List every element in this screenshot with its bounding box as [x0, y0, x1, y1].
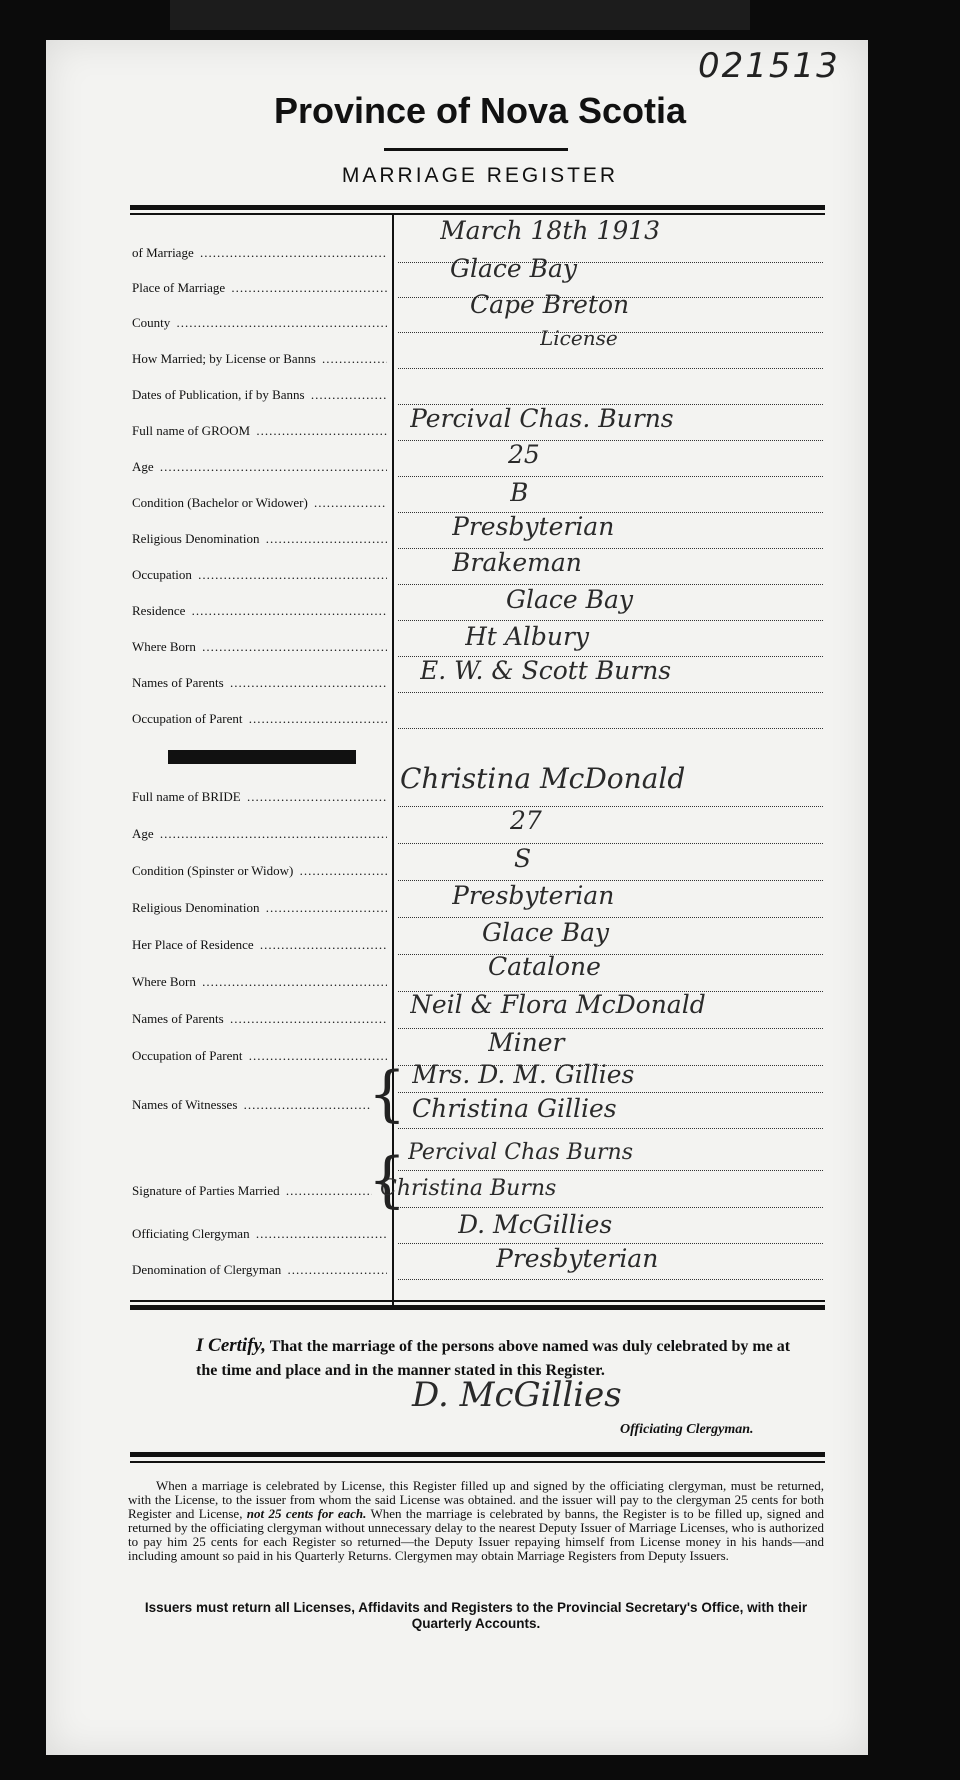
value-line: [398, 1128, 823, 1129]
field-label: Condition (Bachelor or Widower) .....: [132, 495, 387, 511]
certification-signature: D. McGillies: [412, 1375, 622, 1415]
field-label: Occupation of Parent .....: [132, 1048, 387, 1064]
page-title: Province of Nova Scotia: [273, 90, 687, 131]
bride-religion-value: Presbyterian: [452, 881, 615, 910]
value-line: [398, 1279, 823, 1280]
field-label: Full name of BRIDE .....: [132, 789, 387, 805]
signature-groom-value: Percival Chas Burns: [408, 1140, 633, 1165]
certify-body: That the marriage of the persons above named was duly celebrated by me at the time and place and in the manner stated in this Register.: [196, 1338, 791, 1379]
field-label: Where Born .....: [132, 974, 387, 990]
scan-top-strip: [170, 0, 750, 30]
groom-condition-value: B: [510, 478, 529, 507]
field-label: Her Place of Residence .....: [132, 937, 387, 953]
groom-name-value: Percival Chas. Burns: [410, 404, 674, 433]
value-line: [398, 1207, 823, 1208]
field-label: Dates of Publication, if by Banns .....: [132, 387, 387, 403]
field-label: Names of Witnesses .....: [132, 1097, 372, 1113]
groom-religion-value: Presbyterian: [452, 512, 615, 541]
instructions-part2: When the marriage is celebrated by banns, the Register is to be filled up, signed and returned by the officiating clergyman without unnecessary delay to the nearest Deputy Issuer of Marriage Licenses, who is authorized to pay him 25 cents for each Register so returned—the Deputy Issuer repaying himself from License money in his hands—and including amount so paid in his Quarterly Returns. Clergymen may obtain Marriage Registers from Deputy Issuers.: [128, 1506, 825, 1563]
field-label: Full name of GROOM .....: [132, 423, 387, 439]
cert-rule-thick: [130, 1305, 825, 1310]
instructions-paragraph: [128, 1479, 824, 1563]
field-label: Religious Denomination .....: [132, 531, 387, 547]
bride-birthplace-value: Catalone: [488, 952, 601, 981]
field-label: Names of Parents .....: [132, 1011, 387, 1027]
field-label: County .....: [132, 315, 387, 331]
value-line: [398, 1170, 823, 1171]
value-line: [398, 692, 823, 693]
bride-name-value: Christina McDonald: [400, 762, 686, 795]
value-line: [398, 368, 823, 369]
certify-lead: I Certify,: [196, 1335, 267, 1356]
column-divider: [392, 215, 394, 1305]
bride-residence-value: Glace Bay: [482, 918, 610, 947]
field-label: Age .....: [132, 459, 387, 475]
signatures-brace: {: [368, 1145, 407, 1215]
field-label: Occupation of Parent .....: [132, 711, 387, 727]
witness-2-value: Christina Gillies: [412, 1094, 617, 1123]
field-label: How Married; by License or Banns .....: [132, 351, 387, 367]
page-subtitle: MARRIAGE REGISTER: [341, 164, 619, 187]
groom-birthplace-value: Ht Albury: [465, 622, 590, 651]
field-label: Denomination of Clergyman .....: [132, 1262, 387, 1278]
field-label: Age .....: [132, 826, 387, 842]
footer-rule-thin: [130, 1461, 825, 1463]
field-label: Religious Denomination .....: [132, 900, 387, 916]
value-line: [398, 728, 823, 729]
field-label: Place of Marriage .....: [132, 280, 387, 296]
witnesses-brace: {: [368, 1059, 407, 1129]
title-rule: [384, 148, 568, 151]
bride-parents-value: Neil & Flora McDonald: [410, 990, 706, 1019]
issuers-notice: Issuers must return all Licenses, Affidavits and Registers to the Provincial Secretary's Office, with their Quarterly Accounts.: [144, 1600, 808, 1631]
signature-bride-value: Christina Burns: [380, 1176, 557, 1201]
bride-condition-value: S: [514, 844, 532, 873]
instructions-part1: When a marriage is celebrated by License, this Register filled up and signed by the officiating clergyman, must be returned, with the License, to the issuer from whom the said License was obtained. and the issuer will pay to the clergyman 25 cents for both Register and License,: [128, 1478, 824, 1521]
marriage-date-value: March 18th 1913: [440, 216, 661, 245]
license-value: License: [540, 326, 618, 350]
instructions-emphasis: not 25 cents for each.: [246, 1506, 367, 1521]
value-line: [398, 476, 823, 477]
bride-age-value: 27: [510, 806, 542, 835]
top-rule-thin: [130, 213, 825, 215]
county-value: Cape Breton: [470, 290, 630, 319]
bride-parent-occupation-value: Miner: [488, 1028, 565, 1057]
groom-occupation-value: Brakeman: [452, 548, 582, 577]
officiating-title: Officiating Clergyman.: [620, 1422, 754, 1437]
field-label: Officiating Clergyman .....: [132, 1226, 387, 1242]
bride-section-bar: [168, 750, 356, 764]
field-label: Residence .....: [132, 603, 387, 619]
field-label: of Marriage .....: [132, 245, 387, 261]
top-rule-thick: [130, 205, 825, 210]
field-label: Occupation .....: [132, 567, 387, 583]
footer-rule-thick: [130, 1452, 825, 1457]
field-label: Signature of Parties Married .....: [132, 1183, 372, 1199]
groom-age-value: 25: [508, 440, 540, 469]
value-line: [398, 1092, 823, 1093]
groom-parents-value: E. W. & Scott Burns: [420, 656, 672, 685]
field-label: Where Born .....: [132, 639, 387, 655]
witness-1-value: Mrs. D. M. Gillies: [412, 1060, 635, 1089]
register-number: 021513: [698, 46, 840, 86]
place-value: Glace Bay: [450, 254, 578, 283]
officiating-clergyman-value: D. McGillies: [458, 1210, 613, 1239]
value-line: [398, 620, 823, 621]
groom-residence-value: Glace Bay: [506, 585, 634, 614]
clergy-denomination-value: Presbyterian: [496, 1244, 659, 1273]
cert-rule-thin: [130, 1300, 825, 1302]
field-label: Condition (Spinster or Widow) .....: [132, 863, 387, 879]
field-label: Names of Parents .....: [132, 675, 387, 691]
